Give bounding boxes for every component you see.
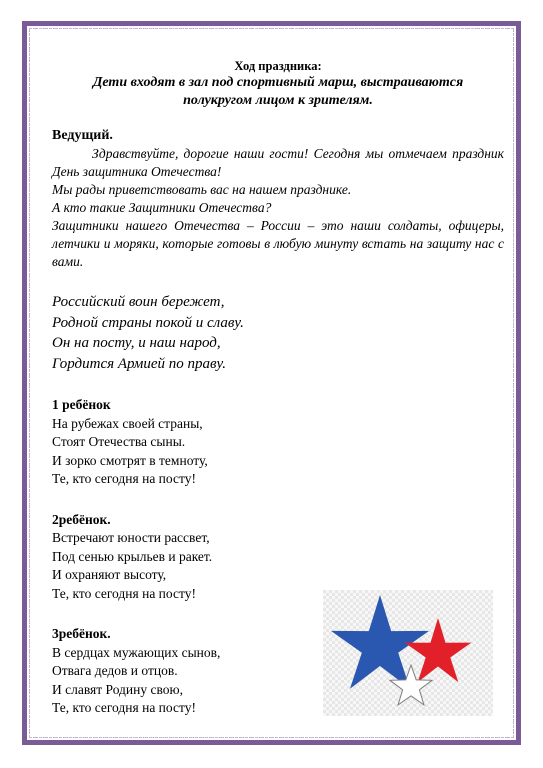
page-subtitle-line-2: полукругом лицом к зрителям. [183,93,373,108]
verse-line: Отвага дедов и отцов. [52,663,178,678]
child-1-verse [52,396,504,489]
verse-line: И зорко смотрят в темноту, [52,452,208,468]
patriotic-stars-illustration [323,590,493,716]
verse-line: Те, кто сегодня на посту! [52,700,196,715]
verse-line: Те, кто сегодня на посту! [52,585,196,601]
verse-line: Стоят Отечества сыны. [52,434,186,449]
child-1-label: 1 ребёнок [52,397,111,412]
verse-line: Те, кто сегодня на посту! [52,471,196,486]
poem-line: Родной страны покой и славу. [52,314,244,331]
child-3-label: 3ребёнок. [52,626,111,641]
verse-line: И охраняют высоту, [52,567,167,582]
poem-line: Российский воин бережет, [52,294,225,310]
verse-line: Встречают юности рассвет, [52,530,210,545]
page-subtitle-line-1: Дети входят в зал под спортивный марш, выстраиваются [92,75,464,90]
verse-line: И славят Родину свою, [52,681,183,697]
host-label: Ведущий. [52,128,113,143]
poem-line: Гордится Армией по праву. [52,355,226,372]
host-welcome: Мы рады приветствовать вас на нашем празднике. [52,182,352,197]
poem-line: Он на посту, и наш народ, [52,335,221,351]
verse-line: В сердцах мужающих сынов, [52,644,221,660]
host-poem [52,292,504,374]
verse-line: На рубежах своей страны, [52,415,203,431]
child-2-label: 2ребёнок. [52,511,111,527]
host-greeting: Здравствуйте, дорогие наши гости! Сегодня мы отмечаем праздник День защитника Отечества! [52,146,504,179]
host-answer: Защитники нашего Отечества – России – это наши солдаты, офицеры, летчики и моряки, которые готовы в любую минуту встать на защиту нас с вами. [52,218,504,269]
verse-line: Под сенью крыльев и ракет. [52,548,213,564]
host-question: А кто такие Защитники Отечества? [52,200,272,215]
page-title: Ход праздника: [234,59,322,73]
